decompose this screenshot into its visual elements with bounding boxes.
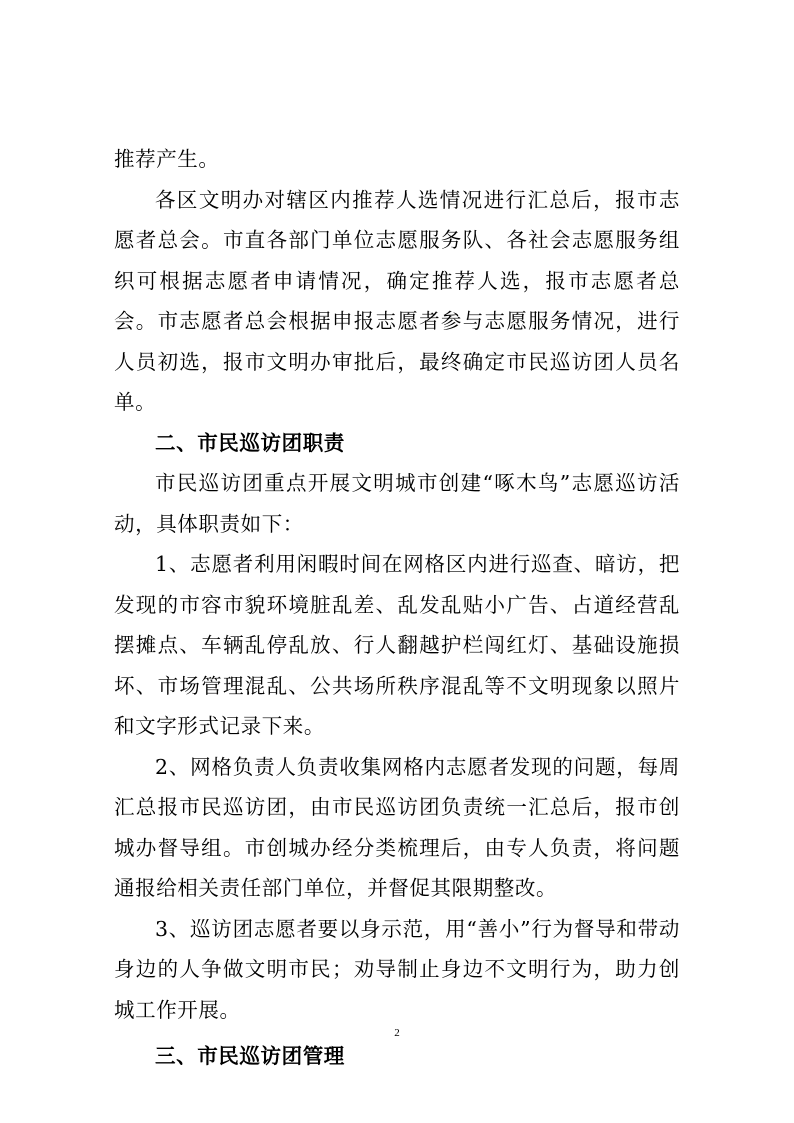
section-heading-management: 三、市民巡访团管理 xyxy=(155,1044,345,1068)
paragraph-continuation: 推荐产生。 xyxy=(114,147,220,171)
paragraph-duty-2: 2、网格负责人负责收集网格内志愿者发现的问题，每周汇总报市民巡访团，由市民巡访团负责统一汇总后，报市创城办督导组。市创城办经分类梳理后，由专人负责，将问题通报给相关责任部门单位，并督促其限期整改。 xyxy=(114,754,680,900)
paragraph-duties-intro: 市民巡访团重点开展文明城市创建“啄木鸟”志愿巡访活动，具体职责如下： xyxy=(114,471,680,536)
document-body xyxy=(114,139,680,1077)
section-heading-duties: 二、市民巡访团职责 xyxy=(155,430,345,455)
paragraph-duty-1: 1、志愿者利用闲暇时间在网格区内进行巡查、暗访，把发现的市容市貌环境脏乱差、乱发乱贴小广告、占道经营乱摆摊点、车辆乱停乱放、行人翻越护栏闯红灯、基础设施损坏、市场管理混乱、公共场所秩序混乱等不文明现象以照片和文字形式记录下来。 xyxy=(114,552,680,738)
paragraph-duty-3: 3、巡访团志愿者要以身示范，用“善小”行为督导和带动身边的人争做文明市民；劝导制止身边不文明行为，助力创城工作开展。 xyxy=(114,916,680,1022)
paragraph-recommendation-process: 各区文明办对辖区内推荐人选情况进行汇总后，报市志愿者总会。市直各部门单位志愿服务队、各社会志愿服务组织可根据志愿者申请情况，确定推荐人选，报市志愿者总会。市志愿者总会根据申报志愿者参与志愿服务情况，进行人员初选，报市文明办审批后，最终确定市民巡访团人员名单。 xyxy=(114,187,680,414)
page-number: 2 xyxy=(394,1027,400,1039)
